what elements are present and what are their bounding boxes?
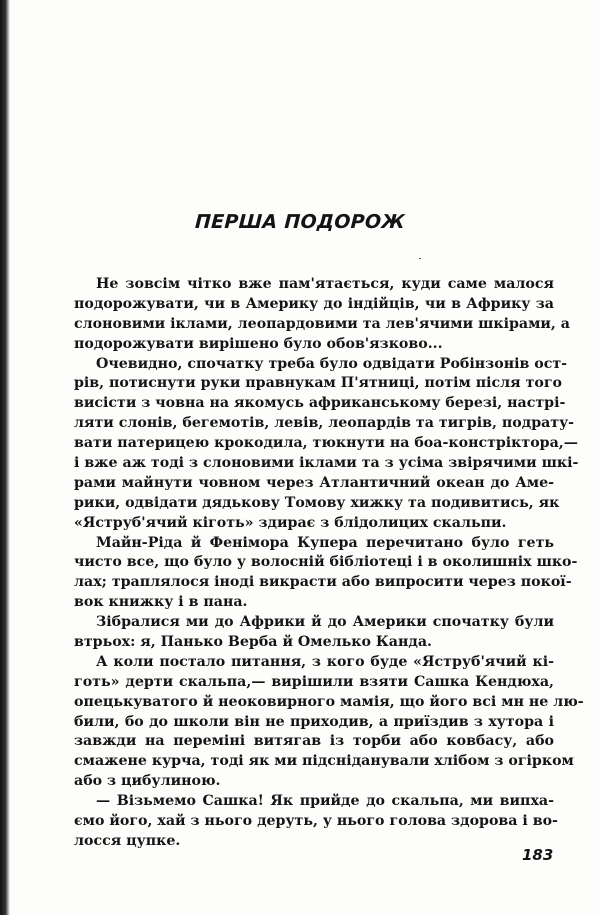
spine-shadow [0,0,10,915]
body-text [74,275,584,852]
page-number: 183 [522,846,554,864]
paragraph-3 [74,534,578,614]
text-line: висісти з човна на якомусь африканському березі, настрі- [74,395,566,412]
text-line: ляти слонів, бегемотів, левів, леопардів та тигрів, подрату- [74,415,575,432]
text-line: втрьох: я, Панько Верба й Омелько Канда. [74,634,432,651]
paragraph-4 [74,613,554,653]
text-line: подорожувати, чи в Америку до індійців, чи в Африку за [74,295,554,312]
text-line: Не зовсім чітко вже пам'ятається, куди саме малося [96,276,554,292]
text-line: ємо його, хай з нього деруть, у нього голова здорова і во- [74,813,558,830]
text-line: Майн-Ріда й Фенімора Купера перечитано було геть [96,534,554,551]
text-line: лосся цупке. [74,832,181,849]
text-line: або з цибулиною. [74,773,221,790]
text-line: рами майнути човном через Атлантичний океан до Аме- [74,474,554,491]
text-line: подорожувати вирішено було обов'язково... [74,335,443,352]
paragraph-6 [74,792,558,852]
text-line: завжди на переміні витягав із торби або ковбасу, або [74,733,554,750]
text-line: рики, одвідати дядькову Томову хижку та подивитись, як [74,494,560,511]
text-line: рів, потиснути руки правнукам П'ятниці, потім після того [74,375,563,392]
text-line: били, бо до школи він не приходив, а приїздив з хутора і [74,713,554,730]
text-line: «Яструб'ячий кіготь» здирає з блідолицих скальпи. [74,514,507,531]
text-line: смажене курча, тоді як ми підсніданували хлібом з огірком [74,753,574,770]
chapter-title: ПЕРША ПОДОРОЖ [194,211,406,233]
text-line: лах; траплялося іноді викрасти або випросити через покої- [74,574,572,591]
paragraph-1 [74,275,570,355]
text-line: слоновими іклами, леопардовими та лев'ячими шкірами, а [74,315,570,332]
text-line: готь» дерти скальпа,— вирішили взяти Сашка Кендюха, [74,673,554,690]
text-line: А коли постало питання, з кого буде «Яструб'ячий кі- [96,653,554,670]
text-line: вати патерицею крокодила, тюкнути на боа-констріктора,— [74,435,578,452]
paragraph-5 [74,653,584,792]
text-line: опецькуватого й неоковирного мамія, що його всі мн не лю- [74,693,584,710]
text-line: вок книжку і в пана. [74,594,248,611]
text-line: чисто все, що було у волосній бібліотеці і в околишніх шко- [74,554,578,571]
text-line: Очевидно, спочатку треба було одвідати Робінзонів ост- [96,355,568,372]
paragraph-2 [74,355,579,534]
text-line: Зібралися ми до Африки й до Америки спочатку були [96,614,554,631]
text-line: — Візьмемо Сашка! Як прийде до скальпа, ми випха- [96,793,554,810]
print-speck [419,258,421,259]
text-line: і вже аж тоді з слоновими іклами та з усіма звірячими шкі- [74,455,579,472]
